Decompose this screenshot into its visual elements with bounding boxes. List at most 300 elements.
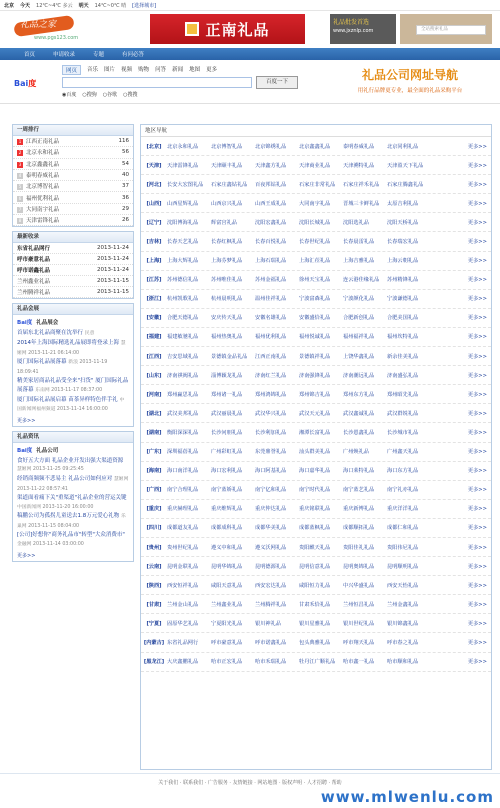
company-link[interactable]: 昆明华锦礼品 xyxy=(211,563,243,570)
rank-name[interactable]: 8 天津雷锋礼品 xyxy=(18,218,60,225)
company-link[interactable]: 郑州昭先礼品 xyxy=(387,391,419,398)
radio-google[interactable]: ○谷歌 xyxy=(102,92,118,98)
article-item[interactable] xyxy=(13,339,133,358)
company-link[interactable]: 福州坎特礼品 xyxy=(387,334,419,341)
region-label[interactable]: [陕西] xyxy=(146,582,162,589)
tab-web[interactable]: 网页 xyxy=(62,65,81,75)
region-label[interactable]: [山西] xyxy=(146,200,162,207)
company-link[interactable]: 上饶华鑫礼品 xyxy=(343,353,375,360)
company-link[interactable]: 郑州锦吉礼品 xyxy=(299,391,331,398)
company-link[interactable]: 安庆传天礼品 xyxy=(211,315,243,322)
article-title[interactable]: 稿鹏公司为孤拐儿童送去1.8万元爱心礼物 xyxy=(17,513,120,520)
region-more-link[interactable]: 更多>> xyxy=(467,468,487,475)
company-link[interactable]: 天津颐丰礼品 xyxy=(211,162,243,169)
company-link[interactable]: 温州佳祥礼品 xyxy=(255,296,287,303)
region-more-link[interactable]: 更多>> xyxy=(467,601,487,608)
rank-item[interactable] xyxy=(13,215,133,226)
company-link[interactable]: 甘肃禾恰礼品 xyxy=(299,601,331,608)
site-logo[interactable] xyxy=(14,13,84,45)
region-more-link[interactable]: 更多>> xyxy=(467,239,487,246)
article-item[interactable] xyxy=(13,531,133,549)
company-link[interactable]: 辉富宫礼品 xyxy=(211,219,237,226)
company-link[interactable]: 郑州东方礼品 xyxy=(343,391,375,398)
company-link[interactable]: 安徽名雄礼品 xyxy=(255,315,287,322)
company-link[interactable]: 兰州鑫业礼品 xyxy=(211,601,243,608)
latest-name[interactable]: 兰州腾祥礼品 xyxy=(17,290,51,297)
article-title[interactable]: 2014年上海国际精选礼品展即将登录上海 xyxy=(17,339,119,346)
company-link[interactable]: 广州彩虹礼品 xyxy=(211,449,243,456)
region-label[interactable]: [安徽] xyxy=(146,315,162,322)
region-label[interactable]: [北京] xyxy=(146,143,162,150)
region-label[interactable]: [湖南] xyxy=(146,429,162,436)
company-link[interactable]: 银川世纪礼品 xyxy=(343,620,375,627)
search-input[interactable] xyxy=(62,77,252,88)
company-link[interactable]: 长沙利加礼品 xyxy=(255,429,287,436)
company-link[interactable]: 郑州鸿锦礼品 xyxy=(255,391,287,398)
company-link[interactable]: 长春晨雷礼品 xyxy=(343,239,375,246)
company-link[interactable]: 杭州凯歌礼品 xyxy=(167,296,199,303)
rank-item[interactable] xyxy=(13,192,133,203)
company-link[interactable]: 长春天艺礼品 xyxy=(167,239,199,246)
company-link[interactable]: 成都蓝枫礼品 xyxy=(299,525,331,532)
rank-name[interactable]: 1 江西正南礼品 xyxy=(18,139,60,146)
article-title[interactable]: 渠道面看痛下关"重渠道"礼品企业的营运关键 xyxy=(17,495,127,502)
company-link[interactable]: 长春百悦礼品 xyxy=(255,239,287,246)
article-item[interactable] xyxy=(13,377,133,395)
region-label[interactable]: [内蒙古] xyxy=(143,639,165,646)
company-link[interactable]: 兰州金鑫礼品 xyxy=(387,601,419,608)
region-more-link[interactable]: 更多>> xyxy=(467,181,487,188)
region-label[interactable]: [甘肃] xyxy=(146,601,162,608)
company-link[interactable]: 呼市春之礼品 xyxy=(387,639,419,646)
company-link[interactable]: 石家庄祥禾礼品 xyxy=(343,181,380,188)
region-more-link[interactable]: 更多>> xyxy=(467,525,487,532)
region-more-link[interactable]: 更多>> xyxy=(467,449,487,456)
company-link[interactable]: 晋城三卡鲜礼品 xyxy=(343,200,380,207)
tab-shopping[interactable]: 购物 xyxy=(138,67,150,73)
company-link[interactable]: 海口东方礼品 xyxy=(387,468,419,475)
company-link[interactable]: 银川星雅礼品 xyxy=(299,620,331,627)
article-item[interactable] xyxy=(13,512,133,531)
rank-item[interactable] xyxy=(13,136,133,147)
search-button[interactable]: 百度一下 xyxy=(256,76,298,89)
company-link[interactable]: 银川锦鑫礼品 xyxy=(387,620,419,627)
company-link[interactable]: 重庆仲达礼品 xyxy=(255,506,287,513)
company-link[interactable]: 山西星辉礼品 xyxy=(167,200,199,207)
tab-qa[interactable]: 问答 xyxy=(155,67,167,73)
article-title[interactable]: [公司]好想你"商务礼品市"转型"大众消费市" xyxy=(17,532,125,539)
article-item[interactable] xyxy=(13,358,133,377)
nav-apply[interactable]: 申请收录 xyxy=(53,52,76,58)
company-link[interactable]: 南宁时代礼品 xyxy=(299,487,331,494)
company-link[interactable]: 淄博颖龙礼品 xyxy=(211,372,243,379)
company-link[interactable]: 天津雷锋礼品 xyxy=(167,162,199,169)
company-link[interactable]: 石家庄鑫钻礼品 xyxy=(211,181,248,188)
region-more-link[interactable]: 更多>> xyxy=(467,410,487,417)
company-link[interactable]: 百夜邦钻礼品 xyxy=(255,181,287,188)
region-label[interactable]: [江苏] xyxy=(146,277,162,284)
company-link[interactable]: 广州焕礼品 xyxy=(343,449,369,456)
company-link[interactable]: 宁波谦德礼品 xyxy=(387,296,419,303)
company-link[interactable]: 成都道友礼品 xyxy=(167,525,199,532)
company-link[interactable]: 呼市翔天礼品 xyxy=(343,639,375,646)
company-link[interactable]: 武汉天元礼品 xyxy=(299,410,331,417)
company-link[interactable]: 重庆铭联礼品 xyxy=(299,506,331,513)
company-link[interactable]: 长沙恩鑫礼品 xyxy=(343,429,375,436)
article-item[interactable] xyxy=(13,329,133,339)
company-link[interactable]: 哈市鑫一礼品 xyxy=(343,659,375,666)
company-link[interactable]: 重庆洋洋礼品 xyxy=(387,506,419,513)
company-link[interactable]: 长沙城市礼品 xyxy=(387,429,419,436)
company-link[interactable]: 沈阳选礼品 xyxy=(343,219,369,226)
company-link[interactable]: 江西正南礼品 xyxy=(255,353,287,360)
company-link[interactable]: 武汉群锐礼品 xyxy=(387,410,419,417)
company-link[interactable]: 连云港佳缘礼品 xyxy=(343,277,380,284)
company-link[interactable]: 沈阳博海礼品 xyxy=(167,219,199,226)
company-link[interactable]: 济南潮远礼品 xyxy=(343,372,375,379)
company-link[interactable]: 成都华美礼品 xyxy=(255,525,287,532)
company-link[interactable]: 哈市正宏礼品 xyxy=(211,659,243,666)
company-link[interactable]: 北京同利礼品 xyxy=(387,143,419,150)
company-link[interactable]: 合肥美国礼品 xyxy=(387,315,419,322)
company-link[interactable]: 沈阳长城礼品 xyxy=(299,219,331,226)
company-link[interactable]: 东莞鼎誉礼品 xyxy=(255,449,287,456)
region-more-link[interactable]: 更多>> xyxy=(467,334,487,341)
region-label[interactable]: [宁夏] xyxy=(146,620,162,627)
radio-sogou[interactable]: ○搜狗 xyxy=(82,92,97,98)
company-link[interactable]: 昆明顺明礼品 xyxy=(387,563,419,570)
company-link[interactable]: 上海大辉礼品 xyxy=(167,258,199,265)
region-label[interactable]: [河南] xyxy=(146,391,162,398)
article-title[interactable]: 精美家居商品礼品受全来"扫货" 厦门国际礼品展落幕 xyxy=(17,378,129,393)
region-more-link[interactable]: 更多>> xyxy=(467,659,487,666)
company-link[interactable]: 银川神礼品 xyxy=(255,620,281,627)
region-more-link[interactable]: 更多>> xyxy=(467,296,487,303)
company-link[interactable]: 哈市顺和礼品 xyxy=(387,659,419,666)
company-link[interactable]: 苏州金福礼品 xyxy=(255,277,287,284)
region-label[interactable]: [河北] xyxy=(146,181,162,188)
company-link[interactable]: 长春红枫礼品 xyxy=(211,239,243,246)
company-link[interactable]: 贵州世纪礼品 xyxy=(167,544,199,551)
company-link[interactable]: 上海芬梦礼品 xyxy=(211,258,243,265)
article-title[interactable]: 厦门国际礼品展启幕 苗茶异样特色伴手礼 xyxy=(17,396,118,403)
company-link[interactable]: 西安天怡礼品 xyxy=(387,582,419,589)
article-item[interactable] xyxy=(13,475,133,494)
region-label[interactable]: [山东] xyxy=(146,372,162,379)
tab-video[interactable]: 视频 xyxy=(121,67,133,73)
region-more-link[interactable]: 更多>> xyxy=(467,277,487,284)
company-link[interactable]: 深圳福蓓礼品 xyxy=(167,449,199,456)
company-link[interactable]: 南宁亿和礼品 xyxy=(255,487,287,494)
tab-more[interactable]: 更多 xyxy=(206,67,218,73)
latest-item[interactable] xyxy=(13,265,133,276)
city[interactable]: 北京 xyxy=(4,2,15,9)
article-title[interactable]: 厦门国际礼品展落幕 xyxy=(17,359,67,366)
company-link[interactable]: 吉安思域礼品 xyxy=(167,353,199,360)
rank-item[interactable] xyxy=(13,204,133,215)
company-link[interactable]: 南宁礼亦礼品 xyxy=(387,487,419,494)
region-label[interactable]: [贵州] xyxy=(146,544,162,551)
region-more-link[interactable]: 更多>> xyxy=(467,429,487,436)
company-link[interactable]: 天津鑫方礼品 xyxy=(255,162,287,169)
company-link[interactable]: 太原吉利礼品 xyxy=(387,200,419,207)
company-link[interactable]: 武汉丽晨礼品 xyxy=(211,410,243,417)
company-link[interactable]: 海口南洋礼品 xyxy=(167,468,199,475)
company-link[interactable]: 石家庄腾鑫礼品 xyxy=(387,181,424,188)
region-label[interactable]: [海南] xyxy=(146,468,162,475)
company-link[interactable]: 湘潭长富礼品 xyxy=(299,429,331,436)
company-link[interactable]: 南宁蓝娇礼品 xyxy=(211,487,243,494)
company-link[interactable]: 中兴华盛礼品 xyxy=(343,582,375,589)
company-link[interactable]: 武汉华兴礼品 xyxy=(255,410,287,417)
tab-news[interactable]: 新闻 xyxy=(172,67,184,73)
company-link[interactable]: 上海云朝礼品 xyxy=(387,258,419,265)
company-link[interactable]: 天津盈天下礼品 xyxy=(387,162,424,169)
company-link[interactable]: 石家庄非常礼品 xyxy=(299,181,336,188)
company-link[interactable]: 福州优利礼品 xyxy=(255,334,287,341)
company-link[interactable]: 兰州恒昌礼品 xyxy=(343,601,375,608)
company-link[interactable]: 上海石瑞礼品 xyxy=(255,258,287,265)
region-label[interactable]: [四川] xyxy=(146,525,162,532)
region-label[interactable]: [江西] xyxy=(146,353,162,360)
company-link[interactable]: 海口莱特礼品 xyxy=(343,468,375,475)
tab-map[interactable]: 地图 xyxy=(189,67,201,73)
company-link[interactable]: 沈阳天桥礼品 xyxy=(387,219,419,226)
company-link[interactable]: 杭州晨明礼品 xyxy=(211,296,243,303)
tab-images[interactable]: 图片 xyxy=(104,67,116,73)
region-label[interactable]: [福建] xyxy=(146,334,162,341)
company-link[interactable]: 济南盛弘礼品 xyxy=(387,372,419,379)
company-link[interactable]: 兰州腾祥礼品 xyxy=(255,601,287,608)
radio-soso[interactable]: ○搜搜 xyxy=(123,92,138,98)
change-city-link[interactable]: [选择城市] xyxy=(132,2,157,9)
company-link[interactable]: 上海吉雅礼品 xyxy=(343,258,375,265)
region-more-link[interactable]: 更多>> xyxy=(467,162,487,169)
company-link[interactable]: 长春世纪礼品 xyxy=(299,239,331,246)
rank-item[interactable] xyxy=(13,159,133,170)
company-link[interactable]: 海口阿基礼品 xyxy=(255,468,287,475)
company-link[interactable]: 武汉美邦礼品 xyxy=(167,410,199,417)
company-link[interactable]: 福州热奥礼品 xyxy=(211,334,243,341)
latest-name[interactable]: 呼市豪意礼品 xyxy=(17,257,51,264)
rank-item[interactable] xyxy=(13,147,133,158)
company-link[interactable]: 山西王成礼品 xyxy=(255,200,287,207)
company-link[interactable]: 昆明德源礼品 xyxy=(255,563,287,570)
company-link[interactable]: 固原华艺礼品 xyxy=(167,620,199,627)
region-more-link[interactable]: 更多>> xyxy=(467,506,487,513)
company-link[interactable]: 南宁合理礼品 xyxy=(167,487,199,494)
region-label[interactable]: [广西] xyxy=(146,487,162,494)
company-link[interactable]: 长春瑞宏礼品 xyxy=(387,239,419,246)
info-more-link[interactable]: 更多>> xyxy=(17,552,36,559)
company-link[interactable]: 昆明金联礼品 xyxy=(167,563,199,570)
region-label[interactable]: [天津] xyxy=(146,162,162,169)
company-link[interactable]: 贵阳伟尼礼品 xyxy=(387,544,419,551)
company-link[interactable]: 宁波颜化礼品 xyxy=(343,296,375,303)
company-link[interactable]: 大庆鑫鹏礼品 xyxy=(167,659,199,666)
company-link[interactable]: 衡阳深深礼品 xyxy=(167,429,199,436)
company-link[interactable]: 北京锦绣礼品 xyxy=(255,143,287,150)
company-link[interactable]: 宁夏阳光礼品 xyxy=(211,620,243,627)
company-link[interactable]: 重庆赫理礼品 xyxy=(167,506,199,513)
region-label[interactable]: [云南] xyxy=(146,563,162,570)
region-label[interactable]: [吉林] xyxy=(146,239,162,246)
rank-name[interactable]: 6 福州优利礼品 xyxy=(18,195,60,202)
company-link[interactable]: 成都仁和礼品 xyxy=(387,525,419,532)
company-link[interactable]: 汕头群美礼品 xyxy=(299,449,331,456)
company-link[interactable]: 昆明信意礼品 xyxy=(299,563,331,570)
company-link[interactable]: 重庆新博礼品 xyxy=(343,506,375,513)
meeting-more-link[interactable]: 更多>> xyxy=(17,417,36,424)
company-link[interactable]: 徐州天宝礼品 xyxy=(299,277,331,284)
region-label[interactable]: [黑龙江] xyxy=(143,659,165,666)
region-label[interactable]: [浙江] xyxy=(146,296,162,303)
company-link[interactable]: 南宁蓝艺礼品 xyxy=(343,487,375,494)
company-link[interactable]: 咸阳恒力礼品 xyxy=(299,582,331,589)
company-link[interactable]: 济南红兰礼品 xyxy=(255,372,287,379)
region-label[interactable]: [辽宁] xyxy=(146,219,162,226)
company-link[interactable]: 安徽盛恰礼品 xyxy=(299,315,331,322)
region-more-link[interactable]: 更多>> xyxy=(467,487,487,494)
company-link[interactable]: 天津商业礼品 xyxy=(299,162,331,169)
company-link[interactable]: 大同南宇礼品 xyxy=(299,200,331,207)
radio-baidu[interactable]: ◉百度 xyxy=(62,92,77,98)
rank-item[interactable] xyxy=(13,181,133,192)
company-link[interactable]: 东省礼品网行 xyxy=(167,639,199,646)
region-more-link[interactable]: 更多>> xyxy=(467,353,487,360)
region-more-link[interactable]: 更多>> xyxy=(467,563,487,570)
article-title[interactable]: 经销商频频不悲易主 礼品公司如何应对 xyxy=(17,475,113,482)
company-link[interactable]: 长安大宏图礼品 xyxy=(167,181,204,188)
company-link[interactable]: 上海汇莅礼品 xyxy=(299,258,331,265)
company-link[interactable]: 福州悦诚礼品 xyxy=(299,334,331,341)
company-link[interactable]: 北京永和礼品 xyxy=(167,143,199,150)
article-title[interactable]: 食好五大方面 礼品企业开发出强大渠道资源 xyxy=(17,457,124,464)
rank-name[interactable]: 5 北京博智礼品 xyxy=(18,184,60,191)
rank-name[interactable]: 7 大同南宇礼品 xyxy=(18,206,60,213)
region-more-link[interactable]: 更多>> xyxy=(467,200,487,207)
article-item[interactable] xyxy=(13,396,133,415)
company-link[interactable]: 武汉鑫诚礼品 xyxy=(343,410,375,417)
tab-music[interactable]: 音乐 xyxy=(87,67,99,73)
company-link[interactable]: 长沙问朋礼品 xyxy=(211,429,243,436)
rank-name[interactable]: 2 北京永和礼品 xyxy=(18,150,60,157)
company-link[interactable]: 济南强锋礼品 xyxy=(299,372,331,379)
company-link[interactable]: 北京鑫鑫礼品 xyxy=(299,143,331,150)
company-link[interactable]: 兰州金山礼品 xyxy=(167,601,199,608)
latest-name[interactable]: 东省礼品网行 xyxy=(17,246,51,253)
company-link[interactable]: 牡丹江广顺礼品 xyxy=(299,659,336,666)
footer-links[interactable]: 关于我们 · 联系我们 · 广告服务 · 友情链接 · 网站地图 · 版权声明 · 人才招聘 · 帮助 xyxy=(158,780,342,786)
company-link[interactable]: 遵义沃网礼品 xyxy=(255,544,287,551)
region-more-link[interactable]: 更多>> xyxy=(467,391,487,398)
region-more-link[interactable]: 更多>> xyxy=(467,544,487,551)
company-link[interactable]: 泰明春威礼品 xyxy=(343,143,375,150)
region-label[interactable]: [湖北] xyxy=(146,410,162,417)
company-link[interactable]: 郑州诸一礼品 xyxy=(211,391,243,398)
nav-qa[interactable]: 有问必答 xyxy=(122,52,145,58)
company-link[interactable]: 西安恒祥礼品 xyxy=(167,582,199,589)
company-link[interactable]: 天津溯特礼品 xyxy=(343,162,375,169)
rank-name[interactable]: 4 泰明春威礼品 xyxy=(18,173,60,180)
company-link[interactable]: 呼市豪意礼品 xyxy=(211,639,243,646)
company-link[interactable]: 哈市禾瑞礼品 xyxy=(255,659,287,666)
site-search-input[interactable]: 全站搜索礼品 xyxy=(416,25,486,35)
region-label[interactable]: [广东] xyxy=(146,449,162,456)
article-title[interactable]: 首届东北礼品商聚在沈举行 xyxy=(17,330,84,337)
company-link[interactable]: 北京博智礼品 xyxy=(211,143,243,150)
company-link[interactable]: 包头典雅礼品 xyxy=(299,639,331,646)
region-more-link[interactable]: 更多>> xyxy=(467,639,487,646)
company-link[interactable]: 福州福祥礼品 xyxy=(343,334,375,341)
company-link[interactable]: 宁波富森礼品 xyxy=(299,296,331,303)
company-link[interactable]: 海口宏利礼品 xyxy=(211,468,243,475)
company-link[interactable]: 西安宏达礼品 xyxy=(255,582,287,589)
ad-banner-side[interactable] xyxy=(330,14,396,44)
region-more-link[interactable]: 更多>> xyxy=(467,143,487,150)
company-link[interactable]: 广州鑫天礼品 xyxy=(387,449,419,456)
region-more-link[interactable]: 更多>> xyxy=(467,372,487,379)
rank-number: 4 xyxy=(18,173,22,179)
company-link[interactable]: 苏州德信礼品 xyxy=(167,277,199,284)
region-label[interactable]: [上海] xyxy=(146,258,162,265)
article-item[interactable] xyxy=(13,457,133,475)
company-link[interactable]: 合肥新创礼品 xyxy=(343,315,375,322)
company-link[interactable]: 遵义中和礼品 xyxy=(211,544,243,551)
region-more-link[interactable]: 更多>> xyxy=(467,315,487,322)
rank-name[interactable]: 3 北京鑫鑫礼品 xyxy=(18,161,60,168)
company-link[interactable]: 呼市诺鑫礼品 xyxy=(255,639,287,646)
latest-item[interactable] xyxy=(13,254,133,265)
company-link[interactable]: 苏州精锋礼品 xyxy=(387,277,419,284)
rank-item[interactable] xyxy=(13,170,133,181)
company-link[interactable]: 山西京兴礼品 xyxy=(211,200,243,207)
region-more-link[interactable]: 更多>> xyxy=(467,582,487,589)
article-item[interactable] xyxy=(13,494,133,512)
ad-banner-main[interactable] xyxy=(150,14,305,44)
nav-topics[interactable]: 专题 xyxy=(93,52,105,58)
region-more-link[interactable]: 更多>> xyxy=(467,219,487,226)
article-meta: 乐巢网 2013-11-15 08:04:00 xyxy=(17,514,126,529)
company-link[interactable]: 海口嘉华礼品 xyxy=(299,468,331,475)
company-link[interactable]: 沈阳宏鑫礼品 xyxy=(255,219,287,226)
latest-item[interactable] xyxy=(13,287,133,298)
company-link[interactable]: 景德镇祥礼品 xyxy=(299,353,331,360)
company-link[interactable]: 合肥天德礼品 xyxy=(167,315,199,322)
latest-name[interactable]: 呼市诺鑫礼品 xyxy=(17,268,51,275)
company-link[interactable]: 苏州唯佳礼品 xyxy=(211,277,243,284)
company-link[interactable]: 郑州赢思礼品 xyxy=(167,391,199,398)
region-more-link[interactable]: 更多>> xyxy=(467,258,487,265)
company-link[interactable]: 济南祺阀礼品 xyxy=(167,372,199,379)
company-link[interactable]: 福建敏驰礼品 xyxy=(167,334,199,341)
nav-home[interactable]: 首页 xyxy=(24,52,36,58)
company-link[interactable]: 成都顺拓礼品 xyxy=(343,525,375,532)
company-link[interactable]: 景德镇金品礼品 xyxy=(211,353,248,360)
region-label[interactable]: [重庆] xyxy=(146,506,162,513)
company-link[interactable]: 新余佳美礼品 xyxy=(387,353,419,360)
latest-name[interactable]: 兰州鑫业礼品 xyxy=(17,279,51,286)
company-link[interactable]: 咸阳天意礼品 xyxy=(211,582,243,589)
company-link[interactable]: 昆明奥锦礼品 xyxy=(343,563,375,570)
region-more-link[interactable]: 更多>> xyxy=(467,620,487,627)
latest-item[interactable] xyxy=(13,243,133,254)
latest-item[interactable] xyxy=(13,276,133,287)
company-link[interactable]: 成都成科礼品 xyxy=(211,525,243,532)
company-link[interactable]: 重庆维辉礼品 xyxy=(211,506,243,513)
company-link[interactable]: 贵阳佳礼礼品 xyxy=(343,544,375,551)
company-link[interactable]: 贵阳麒天礼品 xyxy=(299,544,331,551)
